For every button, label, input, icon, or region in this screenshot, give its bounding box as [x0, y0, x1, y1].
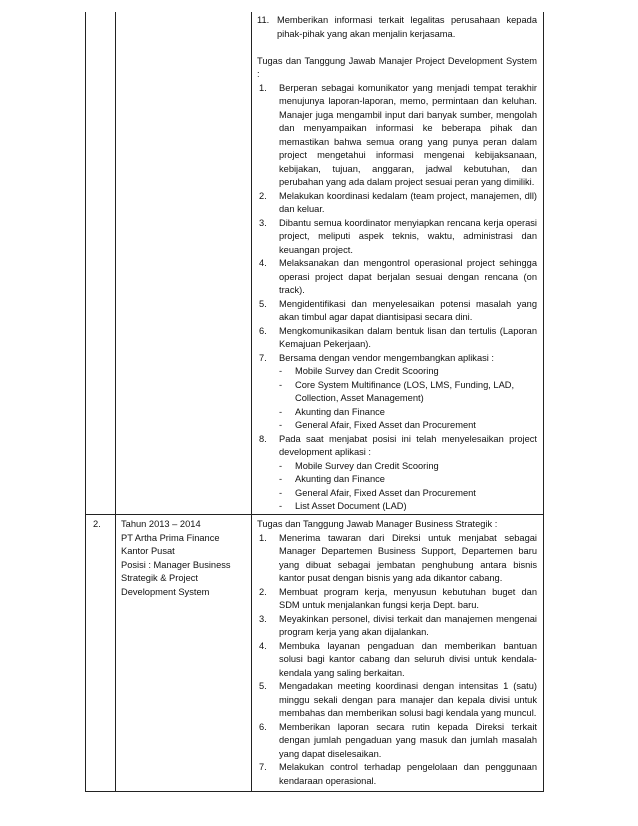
- office-text: Kantor Pusat: [121, 546, 175, 556]
- position-text: Strategik & Project: [121, 573, 198, 583]
- dash-bullet: -: [279, 420, 283, 430]
- sub-item-text: List Asset Document (LAD): [295, 501, 407, 511]
- list-item: [259, 721, 537, 762]
- item-number: 5.: [259, 681, 267, 691]
- sub-item-text: Akunting dan Finance: [295, 474, 385, 484]
- item-text: Melaksanakan dan mengontrol operasional project sehingga operasi project dapat berjalan sesuai dengan rencana (on track).: [279, 258, 537, 295]
- item-number: 6.: [259, 721, 267, 732]
- list-item: [259, 82, 537, 190]
- sub-list-item: [279, 500, 537, 514]
- row-2-employer-cell: [121, 518, 249, 599]
- sub-item-text: General Afair, Fixed Asset dan Procurement: [295, 420, 476, 430]
- row-2-number-cell: [93, 518, 113, 532]
- item-text: Melakukan control terhadap pengelolaan dan penggunaan kendaraan operasional.: [279, 762, 537, 786]
- sub-list-item: [279, 460, 537, 474]
- table-column-divider-1: [115, 12, 116, 792]
- item-number: 5.: [259, 298, 267, 309]
- list-item: [259, 586, 537, 613]
- list-item: [259, 298, 537, 325]
- list-item: [259, 433, 537, 460]
- item-number: 2.: [259, 586, 267, 597]
- period-text: Tahun 2013 – 2014: [121, 519, 201, 529]
- table-border-bottom: [85, 791, 544, 792]
- sub-list-item: [279, 406, 537, 420]
- table-column-divider-2: [251, 12, 252, 792]
- item-number: 6.: [259, 325, 267, 336]
- item-text: Bersama dengan vendor mengembangkan aplikasi :: [279, 352, 494, 363]
- sub-list-item: [279, 419, 537, 433]
- row-2-description-cell: [257, 518, 537, 788]
- item-number: 7.: [259, 762, 267, 772]
- list-item: [259, 640, 537, 681]
- item-text: Mengidentifikasi dan menyelesaikan potensi masalah yang akan timbul agar dapat diantisipasi secara dini.: [279, 298, 537, 322]
- sub-item-text: Core System Multifinance (LOS, LMS, Funding, LAD, Collection, Asset Management): [295, 379, 515, 403]
- item-number: 8.: [259, 433, 267, 444]
- item-text: Melakukan koordinasi kedalam (team project, manajemen, dll) dan keluar.: [279, 190, 537, 214]
- item-text: Menerima tawaran dari Direksi untuk menjabat sebagai Manager Departemen Business Support, Departemen baru yang dibuat sebagai jembatan penghubung antara bisnis kantor pusat dengan bisnis yang ada dikantor cabang.: [279, 532, 537, 583]
- section-heading: Tugas dan Tanggung Jawab Manager Business Strategik :: [257, 519, 498, 529]
- item-text: Memberikan laporan secara rutin kepada Direksi terkait dengan jumlah pengaduan yang masuk dan jumlah masalah yang dapat diselesaikan.: [279, 721, 537, 759]
- item-text: Membuat program kerja, menyusun kebutuhan buget dan SDM untuk menjalankan fungsi kerja Dept. baru.: [279, 586, 537, 610]
- dash-bullet: -: [279, 460, 283, 471]
- list-item: [259, 190, 537, 217]
- list-item: [259, 217, 537, 258]
- table-row-divider: [85, 514, 544, 515]
- item-number: 11.: [257, 15, 270, 25]
- dash-bullet: -: [279, 487, 283, 498]
- list-item: [259, 680, 537, 721]
- position-text: Posisi : Manager Business: [121, 559, 231, 570]
- list-item: [259, 613, 537, 640]
- section-heading: Tugas dan Tanggung Jawab Manajer Project Development System :: [257, 55, 537, 79]
- item-text: Membuka layanan pengaduan dan memberikan bantuan solusi bagi kantor cabang dan seluruh divisi untuk kendala-kendala yang saling berkaitan.: [279, 640, 537, 678]
- item-number: 4.: [259, 258, 267, 268]
- table-border-left: [85, 12, 86, 792]
- item-number: 1.: [259, 82, 267, 93]
- item-text: Pada saat menjabat posisi ini telah menyelesaikan project development aplikasi :: [279, 433, 537, 457]
- list-item: [257, 14, 537, 41]
- item-number: 3.: [259, 613, 267, 624]
- item-number: 2.: [259, 190, 267, 201]
- list-item: [259, 257, 537, 298]
- item-number: 4.: [259, 640, 267, 651]
- sub-item-text: General Afair, Fixed Asset dan Procurement: [295, 487, 476, 498]
- sub-list-item: [279, 365, 537, 379]
- sub-item-text: Mobile Survey dan Credit Scooring: [295, 366, 439, 376]
- item-text: Mengkomunikasikan dalam bentuk lisan dan tertulis (Laporan Kemajuan Pekerjaan).: [279, 325, 537, 349]
- list-item: [259, 352, 537, 366]
- item-text: Dibantu semua koordinator menyiapkan rencana kerja operasi project, meliputi aspek teknis, waktu, administrasi dan keuangan project.: [279, 217, 537, 255]
- list-item: [259, 532, 537, 586]
- item-text: Memberikan informasi terkait legalitas perusahaan kepada pihak-pihak yang akan menjalin kerjasama.: [277, 15, 537, 39]
- sub-list-item: [279, 487, 537, 501]
- item-number: 3.: [259, 217, 267, 228]
- dash-bullet: -: [279, 474, 283, 484]
- list-item: [259, 761, 537, 788]
- dash-bullet: -: [279, 406, 283, 417]
- table-border-right: [543, 12, 544, 792]
- list-item: [259, 325, 537, 352]
- item-text: Berperan sebagai komunikator yang menjadi tempat terakhir menujunya laporan-laporan, memo, permintaan dan keluhan. Manajer juga mengambil input dari banyak sumber, mengolah dan menyampaikan informasi ke beberapa pihak dan memastikan bahwa semua orang yang punya peran dalam project mengetahui informasi mengenai kebijaksanaan, kebijakan, tujuan, anggaran, jadwal kebutuhan, dan perubahan yang ada dalam project sesuai peran yang dimiliki.: [279, 82, 537, 187]
- row-number: 2.: [93, 519, 101, 529]
- experience-table: [85, 12, 544, 792]
- dash-bullet: -: [279, 366, 283, 376]
- company-text: PT Artha Prima Finance: [121, 532, 220, 543]
- sub-list-item: [279, 473, 537, 487]
- item-text: Mengadakan meeting koordinasi dengan intensitas 1 (satu) minggu sekali dengan para manajer dan kepala divisi untuk membahas dan memberikan solusi bagi kendala yang muncul.: [279, 681, 537, 718]
- item-number: 7.: [259, 352, 267, 363]
- item-number: 1.: [259, 532, 267, 543]
- item-text: Meyakinkan personel, divisi terkait dan manajemen mengenai program kerja yang akan dijalankan.: [279, 613, 537, 637]
- sub-list-item: [279, 379, 537, 406]
- row-1-description-cell: [257, 14, 537, 514]
- position-text: Development System: [121, 586, 210, 597]
- sub-item-text: Akunting dan Finance: [295, 406, 385, 417]
- sub-item-text: Mobile Survey dan Credit Scooring: [295, 460, 439, 471]
- dash-bullet: -: [279, 379, 283, 390]
- dash-bullet: -: [279, 501, 283, 511]
